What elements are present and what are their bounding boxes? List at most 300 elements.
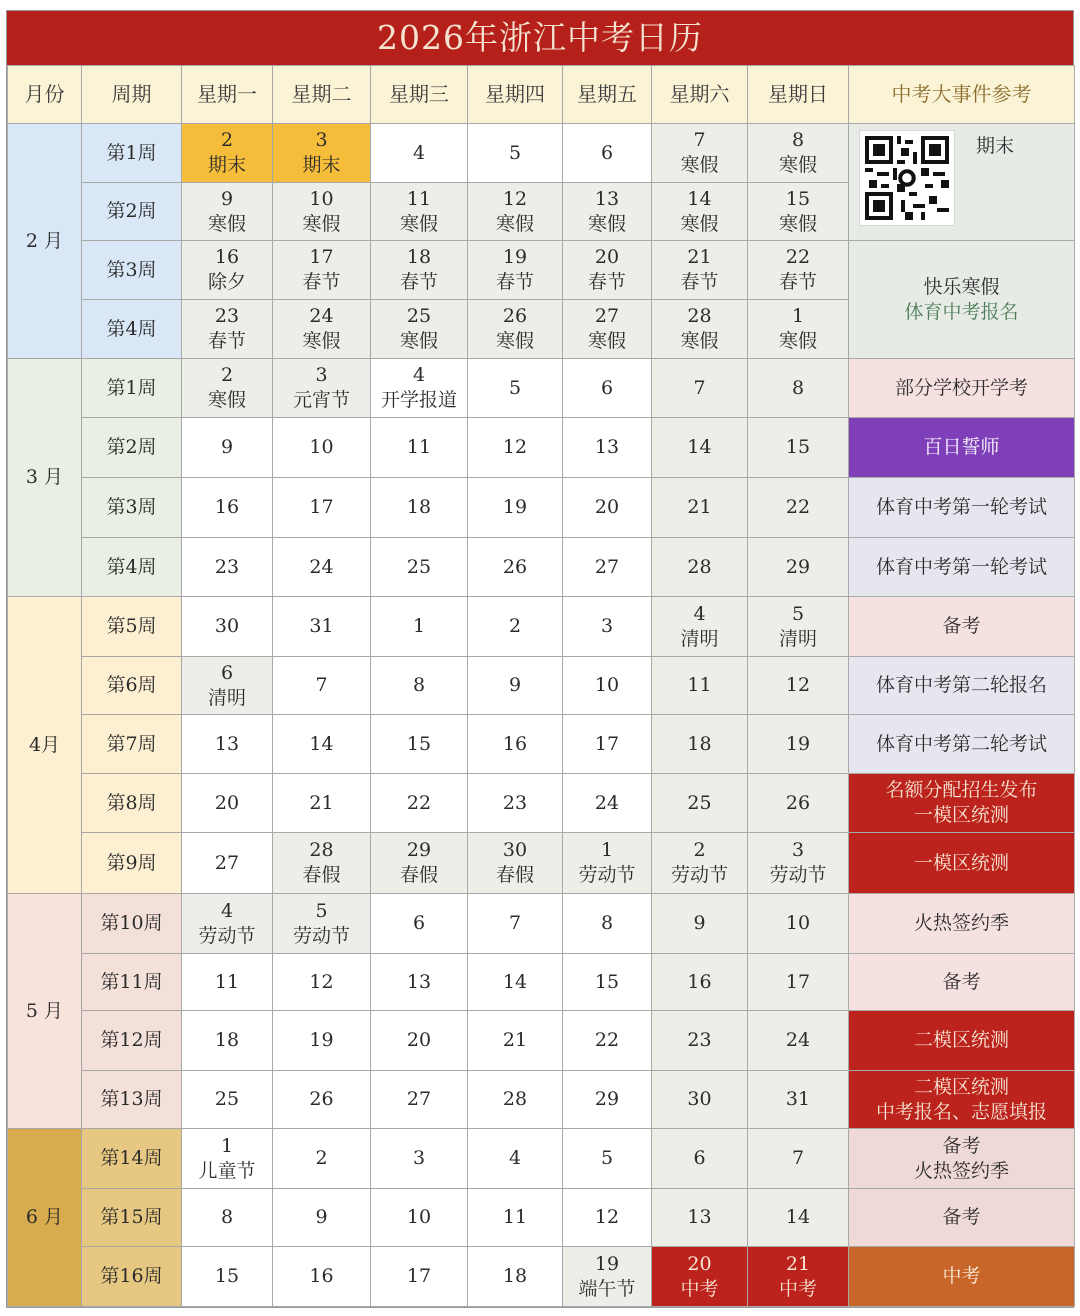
day-cell <box>273 954 371 1011</box>
day-note: 寒假 <box>680 154 719 176</box>
day-cell <box>182 359 273 418</box>
day-cell <box>182 657 273 715</box>
day-cell <box>371 774 468 833</box>
day-cell <box>748 1071 849 1129</box>
week-label: 第9周 <box>82 833 182 894</box>
day-cell <box>273 774 371 833</box>
calendar-table <box>7 65 1075 1307</box>
day-number: 8 <box>791 129 805 151</box>
day-cell <box>563 1129 652 1189</box>
day-cell <box>652 241 748 300</box>
day-note: 期末 <box>302 154 341 176</box>
day-cell <box>273 833 371 894</box>
event-label: 体育中考第二轮考试 <box>875 732 1047 755</box>
day-cell <box>748 1129 849 1189</box>
week-label: 第4周 <box>82 538 182 597</box>
day-number: 11 <box>406 436 432 458</box>
event-label: 一模区统测 <box>913 804 1009 826</box>
day-number: 22 <box>785 246 811 268</box>
day-note: 春节 <box>587 271 626 293</box>
event-cell <box>849 478 1075 538</box>
week-label: 第2周 <box>82 418 182 478</box>
day-number: 24 <box>309 305 334 327</box>
day-number: 28 <box>687 305 712 327</box>
week-row <box>8 124 1075 183</box>
day-number: 14 <box>309 732 334 755</box>
event-label: 备考 <box>942 1134 981 1157</box>
week-label: 第3周 <box>82 478 182 538</box>
day-note: 寒假 <box>680 330 719 352</box>
day-number: 18 <box>502 1265 528 1287</box>
day-number: 2 <box>693 839 706 861</box>
day-cell <box>563 1071 652 1129</box>
day-number: 30 <box>214 615 240 637</box>
day-number: 22 <box>594 1029 620 1051</box>
event-label: 备考 <box>942 1206 981 1228</box>
day-number: 8 <box>412 674 426 696</box>
day-number: 20 <box>214 791 240 814</box>
day-cell <box>273 715 371 774</box>
day-note: 清明 <box>680 627 719 650</box>
day-cell <box>371 183 468 241</box>
day-cell <box>468 359 563 418</box>
day-number: 23 <box>502 791 528 814</box>
day-note: 劳动节 <box>292 924 350 947</box>
event-label: 二模区统测 <box>913 1029 1009 1051</box>
week-row <box>8 1129 1075 1189</box>
day-number: 13 <box>406 970 432 993</box>
day-note: 春节 <box>778 271 817 293</box>
day-number: 14 <box>687 436 712 458</box>
day-cell <box>273 478 371 538</box>
week-label: 第6周 <box>82 657 182 715</box>
day-number: 20 <box>594 496 620 518</box>
event-cell <box>849 1011 1075 1071</box>
day-cell <box>273 1011 371 1071</box>
day-cell <box>371 1071 468 1129</box>
day-number: 10 <box>406 1206 432 1228</box>
day-cell <box>371 597 468 657</box>
day-number: 21 <box>687 246 712 268</box>
day-number: 25 <box>687 791 712 814</box>
event-cell <box>849 1071 1075 1129</box>
day-cell <box>371 715 468 774</box>
day-note: 劳动节 <box>578 864 636 886</box>
day-number: 18 <box>406 246 432 268</box>
day-number: 13 <box>594 187 620 210</box>
day-cell <box>652 183 748 241</box>
month-label: 6 月 <box>8 1129 82 1307</box>
day-note: 中考 <box>778 1277 817 1300</box>
day-number: 30 <box>687 1088 712 1110</box>
day-number: 5 <box>508 376 522 399</box>
day-number: 15 <box>785 187 811 210</box>
day-cell <box>468 183 563 241</box>
event-label: 二模区统测 <box>913 1075 1009 1098</box>
week-label: 第2周 <box>82 183 182 241</box>
week-label: 第14周 <box>82 1129 182 1189</box>
week-label: 第7周 <box>82 715 182 774</box>
day-cell <box>371 241 468 300</box>
day-cell <box>563 1189 652 1247</box>
day-cell <box>652 1071 748 1129</box>
day-cell <box>748 1189 849 1247</box>
header-events: 中考大事件参考 <box>849 66 1075 124</box>
day-number: 10 <box>785 912 811 934</box>
day-number: 24 <box>785 1029 811 1051</box>
day-number: 3 <box>315 129 328 151</box>
day-number: 5 <box>315 899 328 922</box>
week-row <box>8 954 1075 1011</box>
day-cell <box>468 1011 563 1071</box>
event-label: 备考 <box>942 970 981 993</box>
day-note: 寒假 <box>302 212 341 235</box>
header-tue: 星期二 <box>273 66 371 124</box>
day-cell <box>563 124 652 183</box>
day-cell <box>468 124 563 183</box>
day-cell <box>468 774 563 833</box>
day-cell <box>182 774 273 833</box>
day-cell <box>273 124 371 183</box>
day-cell <box>468 241 563 300</box>
day-number: 13 <box>687 1206 712 1228</box>
day-number: 1 <box>220 1134 234 1157</box>
day-number: 3 <box>791 839 805 861</box>
day-cell <box>563 954 652 1011</box>
day-cell <box>748 300 849 359</box>
week-row <box>8 1247 1075 1307</box>
week-label: 第12周 <box>82 1011 182 1071</box>
day-number: 4 <box>220 899 234 922</box>
day-note: 春假 <box>302 864 341 886</box>
day-number: 8 <box>600 912 614 934</box>
event-label: 体育中考第一轮考试 <box>875 555 1047 578</box>
event-label: 一模区统测 <box>913 851 1009 874</box>
day-number: 12 <box>502 436 528 458</box>
day-cell <box>371 1011 468 1071</box>
day-cell <box>273 183 371 241</box>
day-number: 23 <box>214 305 240 327</box>
day-number: 29 <box>594 1088 620 1110</box>
day-note: 寒假 <box>207 212 246 235</box>
day-number: 16 <box>309 1265 334 1287</box>
day-cell <box>468 657 563 715</box>
header-mon: 星期一 <box>182 66 273 124</box>
day-cell <box>748 774 849 833</box>
event-cell <box>849 359 1075 418</box>
day-note: 春节 <box>399 271 438 293</box>
day-number: 21 <box>502 1029 528 1051</box>
day-cell <box>748 183 849 241</box>
day-cell <box>371 1189 468 1247</box>
day-note: 除夕 <box>207 271 246 293</box>
day-cell <box>371 300 468 359</box>
day-number: 29 <box>406 839 432 861</box>
day-number: 14 <box>785 1206 811 1228</box>
day-cell <box>748 597 849 657</box>
day-cell <box>563 774 652 833</box>
day-number: 9 <box>315 1206 328 1228</box>
day-number: 3 <box>600 615 614 637</box>
event-cell <box>849 1129 1075 1189</box>
event-cell <box>849 538 1075 597</box>
event-cell <box>849 833 1075 894</box>
day-cell <box>182 418 273 478</box>
event-label: 快乐寒假 <box>923 275 1000 298</box>
day-number: 27 <box>594 305 620 327</box>
day-note: 寒假 <box>778 212 817 235</box>
day-cell <box>563 894 652 954</box>
week-label: 第16周 <box>82 1247 182 1307</box>
day-number: 25 <box>406 555 432 578</box>
day-cell <box>468 418 563 478</box>
day-note: 春节 <box>495 271 534 293</box>
day-number: 12 <box>502 187 528 210</box>
day-number: 10 <box>309 436 334 458</box>
day-cell <box>371 1247 468 1307</box>
day-cell <box>652 657 748 715</box>
day-cell <box>273 1247 371 1307</box>
day-number: 30 <box>502 839 528 861</box>
day-number: 10 <box>594 674 620 696</box>
day-number: 15 <box>214 1265 240 1287</box>
day-note: 春节 <box>302 271 341 293</box>
event-label: 体育中考第二轮报名 <box>875 674 1047 696</box>
day-cell <box>182 894 273 954</box>
day-cell <box>652 478 748 538</box>
day-cell <box>182 478 273 538</box>
day-number: 28 <box>502 1088 528 1110</box>
day-cell <box>748 894 849 954</box>
day-note: 开学报道 <box>380 389 457 411</box>
month-label: 2 月 <box>8 124 82 359</box>
day-note: 寒假 <box>495 330 534 352</box>
day-note: 清明 <box>778 627 817 650</box>
day-number: 31 <box>309 615 334 637</box>
event-label: 中考报名、志愿填报 <box>875 1100 1047 1123</box>
day-cell <box>371 124 468 183</box>
day-note: 春节 <box>207 330 246 352</box>
event-cell <box>849 657 1075 715</box>
day-number: 24 <box>309 555 334 578</box>
day-note: 寒假 <box>778 154 817 176</box>
day-number: 26 <box>309 1088 334 1110</box>
header-sun: 星期日 <box>748 66 849 124</box>
week-row <box>8 833 1075 894</box>
day-number: 6 <box>693 1147 706 1169</box>
day-cell <box>182 538 273 597</box>
week-row <box>8 894 1075 954</box>
day-cell <box>468 894 563 954</box>
header-fri: 星期五 <box>563 66 652 124</box>
day-number: 12 <box>785 674 811 696</box>
day-number: 25 <box>214 1088 240 1110</box>
day-note: 春假 <box>495 864 534 886</box>
day-cell <box>652 300 748 359</box>
day-cell <box>182 1071 273 1129</box>
day-number: 6 <box>600 376 614 399</box>
day-cell <box>468 1189 563 1247</box>
day-cell <box>182 183 273 241</box>
day-number: 27 <box>214 851 240 874</box>
day-number: 20 <box>406 1029 432 1051</box>
header-month: 月份 <box>8 66 82 124</box>
event-cell <box>849 124 1075 241</box>
day-cell <box>182 597 273 657</box>
day-number: 29 <box>785 555 811 578</box>
day-note: 寒假 <box>207 389 246 411</box>
day-cell <box>652 538 748 597</box>
week-label: 第1周 <box>82 359 182 418</box>
day-note: 寒假 <box>587 330 626 352</box>
day-cell <box>182 715 273 774</box>
day-cell <box>468 1071 563 1129</box>
day-note: 寒假 <box>587 212 626 235</box>
day-cell <box>652 1189 748 1247</box>
day-number: 9 <box>220 436 234 458</box>
day-number: 3 <box>412 1147 426 1169</box>
week-row <box>8 241 1075 300</box>
day-number: 7 <box>508 912 522 934</box>
day-note: 期末 <box>207 154 246 176</box>
day-note: 寒假 <box>778 330 817 352</box>
day-cell <box>273 418 371 478</box>
day-cell <box>273 597 371 657</box>
day-number: 2 <box>220 129 234 151</box>
day-cell <box>468 538 563 597</box>
event-label: 火热签约季 <box>913 912 1009 934</box>
day-cell <box>748 833 849 894</box>
day-number: 18 <box>214 1029 240 1051</box>
week-row <box>8 715 1075 774</box>
day-number: 19 <box>502 246 528 268</box>
day-cell <box>273 1071 371 1129</box>
day-cell <box>273 538 371 597</box>
event-label: 百日誓师 <box>923 436 1000 458</box>
day-cell <box>371 478 468 538</box>
day-note: 寒假 <box>495 212 534 235</box>
day-number: 17 <box>309 246 334 268</box>
day-number: 5 <box>600 1147 614 1169</box>
day-note: 清明 <box>207 686 246 709</box>
day-number: 11 <box>406 187 432 210</box>
day-cell <box>468 478 563 538</box>
week-row <box>8 538 1075 597</box>
day-cell <box>652 894 748 954</box>
day-cell <box>563 657 652 715</box>
day-cell <box>182 241 273 300</box>
day-number: 4 <box>412 364 426 386</box>
day-cell <box>652 418 748 478</box>
day-number: 13 <box>594 436 620 458</box>
day-note: 劳动节 <box>769 864 827 886</box>
day-cell <box>748 1247 849 1307</box>
day-cell <box>182 300 273 359</box>
week-row <box>8 657 1075 715</box>
day-cell <box>563 478 652 538</box>
event-cell <box>849 954 1075 1011</box>
event-cell <box>849 418 1075 478</box>
day-note: 元宵节 <box>292 389 350 411</box>
week-row <box>8 597 1075 657</box>
week-row <box>8 359 1075 418</box>
day-cell <box>748 715 849 774</box>
day-note: 儿童节 <box>198 1159 256 1182</box>
day-note: 春假 <box>399 864 438 886</box>
day-cell <box>468 833 563 894</box>
day-cell <box>563 833 652 894</box>
day-number: 8 <box>791 376 805 399</box>
day-number: 4 <box>693 602 706 625</box>
day-number: 28 <box>687 555 712 578</box>
day-cell <box>563 1247 652 1307</box>
day-number: 2 <box>220 364 234 386</box>
day-note: 劳动节 <box>670 864 728 886</box>
event-label: 期末 <box>975 135 1014 157</box>
day-number: 16 <box>214 496 240 518</box>
day-cell <box>468 597 563 657</box>
day-number: 4 <box>508 1147 522 1169</box>
day-number: 21 <box>309 791 334 814</box>
day-cell <box>273 657 371 715</box>
day-cell <box>182 1189 273 1247</box>
header-sat: 星期六 <box>652 66 748 124</box>
day-cell <box>273 359 371 418</box>
day-number: 25 <box>406 305 432 327</box>
week-label: 第13周 <box>82 1071 182 1129</box>
day-number: 19 <box>785 732 811 755</box>
day-cell <box>652 715 748 774</box>
month-label: 3 月 <box>8 359 82 597</box>
day-number: 12 <box>309 970 334 993</box>
day-number: 19 <box>594 1252 620 1275</box>
day-cell <box>468 300 563 359</box>
event-cell <box>849 1189 1075 1247</box>
week-row <box>8 1011 1075 1071</box>
event-label: 中考 <box>942 1265 981 1287</box>
day-number: 26 <box>502 305 528 327</box>
day-number: 5 <box>791 602 805 625</box>
day-cell <box>273 1129 371 1189</box>
day-note: 寒假 <box>680 212 719 235</box>
qr-code-icon[interactable] <box>859 130 955 226</box>
event-label: 火热签约季 <box>913 1159 1009 1182</box>
day-number: 21 <box>687 496 712 518</box>
day-cell <box>563 597 652 657</box>
week-label: 第3周 <box>82 241 182 300</box>
day-number: 17 <box>594 732 620 755</box>
day-number: 26 <box>785 791 811 814</box>
day-number: 7 <box>791 1147 805 1169</box>
day-cell <box>748 1011 849 1071</box>
day-number: 6 <box>412 912 426 934</box>
day-number: 1 <box>412 615 426 637</box>
day-cell <box>748 241 849 300</box>
day-number: 7 <box>693 376 706 399</box>
day-number: 27 <box>406 1088 432 1110</box>
day-cell <box>563 241 652 300</box>
day-cell <box>748 359 849 418</box>
day-cell <box>748 124 849 183</box>
day-number: 1 <box>600 839 614 861</box>
day-cell <box>563 183 652 241</box>
header-week: 周期 <box>82 66 182 124</box>
day-cell <box>563 538 652 597</box>
day-number: 18 <box>406 496 432 518</box>
day-cell <box>371 894 468 954</box>
day-number: 17 <box>406 1265 432 1287</box>
event-label: 备考 <box>942 615 981 637</box>
